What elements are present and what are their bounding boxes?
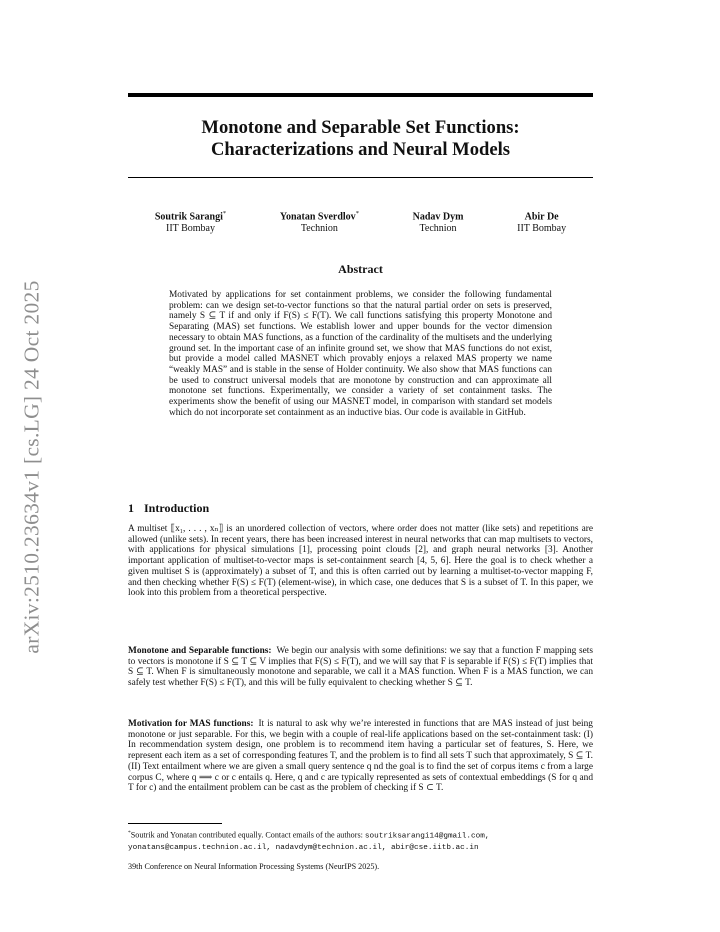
paper-title	[128, 117, 593, 161]
paragraph-run-in-heading: Monotone and Separable functions:	[128, 646, 272, 656]
author-affiliation: IIT Bombay	[166, 222, 215, 234]
author-mark: *	[355, 210, 359, 217]
author-block	[413, 208, 464, 234]
author-name: Soutrik Sarangi	[154, 211, 223, 223]
abstract-heading: Abstract	[338, 262, 383, 276]
author-mark: *	[222, 210, 227, 217]
author-list	[128, 208, 593, 234]
author-affiliation: Technion	[300, 222, 338, 234]
author-block	[517, 208, 566, 234]
title-bottom-rule	[128, 177, 593, 178]
author-name: Yonatan Sverdlov	[279, 211, 356, 223]
title-line-2: Characterizations and Neural Models	[210, 139, 511, 160]
paragraph-body: We begin our analysis with some definitions: we say that a function F mapping sets to vectors is monotone if S ⊆ T ⊆ V implies that F(S) ≤ F(T), and we will say that F is separable if F(S) ≤ F(T) implies that S ⊆ T. When F is simultaneously monotone and separable, we call it a MAS function. When F is a MAS function, we can safely test whether F(S) ≤ F(T), and this will be fully equivalent to checking whether S ⊆ T.	[128, 646, 593, 689]
author-name: Abir De	[524, 211, 559, 223]
footnote-rule	[128, 823, 222, 824]
intro-paragraph-3	[128, 719, 593, 794]
footnote	[128, 828, 593, 854]
abstract-text: Motivated by applications for set containment problems, we consider the following fundamental problem: can we design set-to-vector functions so that the natural partial order on sets is preserved, namely S ⊆ T if and only if F(S) ≤ F(T). We call functions satisfying this property Monotone and Separating (MAS) set functions. We establish lower and upper bounds for the vector dimension necessary to obtain MAS functions, as a function of the cardinality of the multisets and the underlying ground set. In the important case of an infinite ground set, we show that MAS functions do not exist, but provide a model called MASNET which provably enjoys a relaxed MAS property we name “weakly MAS” and is stable in the sense of Holder continuity. We also show that MAS functions can be used to construct universal models that are monotone by construction and can approximate all monotone set functions. Experimentally, we consider a variety of set containment tasks. The experiments show the benefit of using our MASNET model, in comparison with standard set models which do not incorporate set containment as an inductive bias. Our code is available in GitHub.	[169, 290, 552, 418]
footnote-text: Soutrik and Yonatan contributed equally. Contact emails of the authors:	[130, 830, 363, 840]
section-title: Introduction	[144, 501, 210, 515]
venue-note: 39th Conference on Neural Information Processing Systems (NeurIPS 2025).	[128, 862, 380, 871]
author-block	[155, 208, 226, 234]
section-heading	[128, 501, 209, 516]
arxiv-identifier-stamp	[14, 262, 50, 672]
author-affiliation: Technion	[419, 222, 457, 234]
title-line-1: Monotone and Separable Set Functions:	[201, 117, 520, 138]
author-affiliation: IIT Bombay	[517, 222, 567, 234]
paragraph-body: It is natural to ask why we’re interested in functions that are MAS instead of just being monotone or just separable. For this, we begin with a couple of real-life applications based on the set-containment task: (I) In recommendation system design, one problem is to recommend item having a particular set of features, S. Here, we represent each item as a set of corresponding features T, and the problem is to find all sets T such that approximately, S ⊆ T. (II) Text entailment where we are given a small query sentence q nd the goal is to find the set of corpus items c from a large corpus C, where q ⟹ c or c entails q. Here, q and c are typically represented as sets of contextual embeddings (S for q and T for c) and the entailment problem can be cast as the problem of checking if S ⊂ T.	[128, 719, 593, 794]
author-block	[280, 208, 359, 234]
author-name: Nadav Dym	[412, 211, 464, 223]
footnote-emails: soutriksarangi14@gmail.com, yonatans@campus.technion.ac.il, nadavdym@technion.ac.il, abir@cse.iitb.ac.in	[128, 832, 490, 853]
intro-paragraph-2	[128, 646, 593, 689]
arxiv-id-text: arXiv:2510.23634v1 [cs.LG] 24 Oct 2025	[19, 280, 44, 654]
footnote-mark: *	[128, 830, 131, 836]
intro-paragraph-1: A multiset ⟦x₁, . . . , xₙ⟧ is an unordered collection of vectors, where order does not matter (like sets) and repetitions are allowed (unlike sets). In recent years, there has been increased interest in neural networks that can map multisets to vectors, with applications for physical simulations [1], processing point clouds [2], and graph neural networks [3]. Another important application of multiset-to-vector maps is set-containment search [4, 5, 6]. Here the goal is to check whether a given multiset S is (approximately) a subset of T, and this is often carried out by learning a multiset-to-vector mapping F, and then checking whether F(S) ≤ F(T) (element-wise), in which case, one deduces that S is a subset of T. In this paper, we look into this problem from a theoretical perspective.	[128, 524, 593, 599]
paragraph-run-in-heading: Motivation for MAS functions:	[128, 719, 254, 729]
section-number: 1	[128, 501, 134, 515]
title-top-rule	[128, 93, 593, 97]
